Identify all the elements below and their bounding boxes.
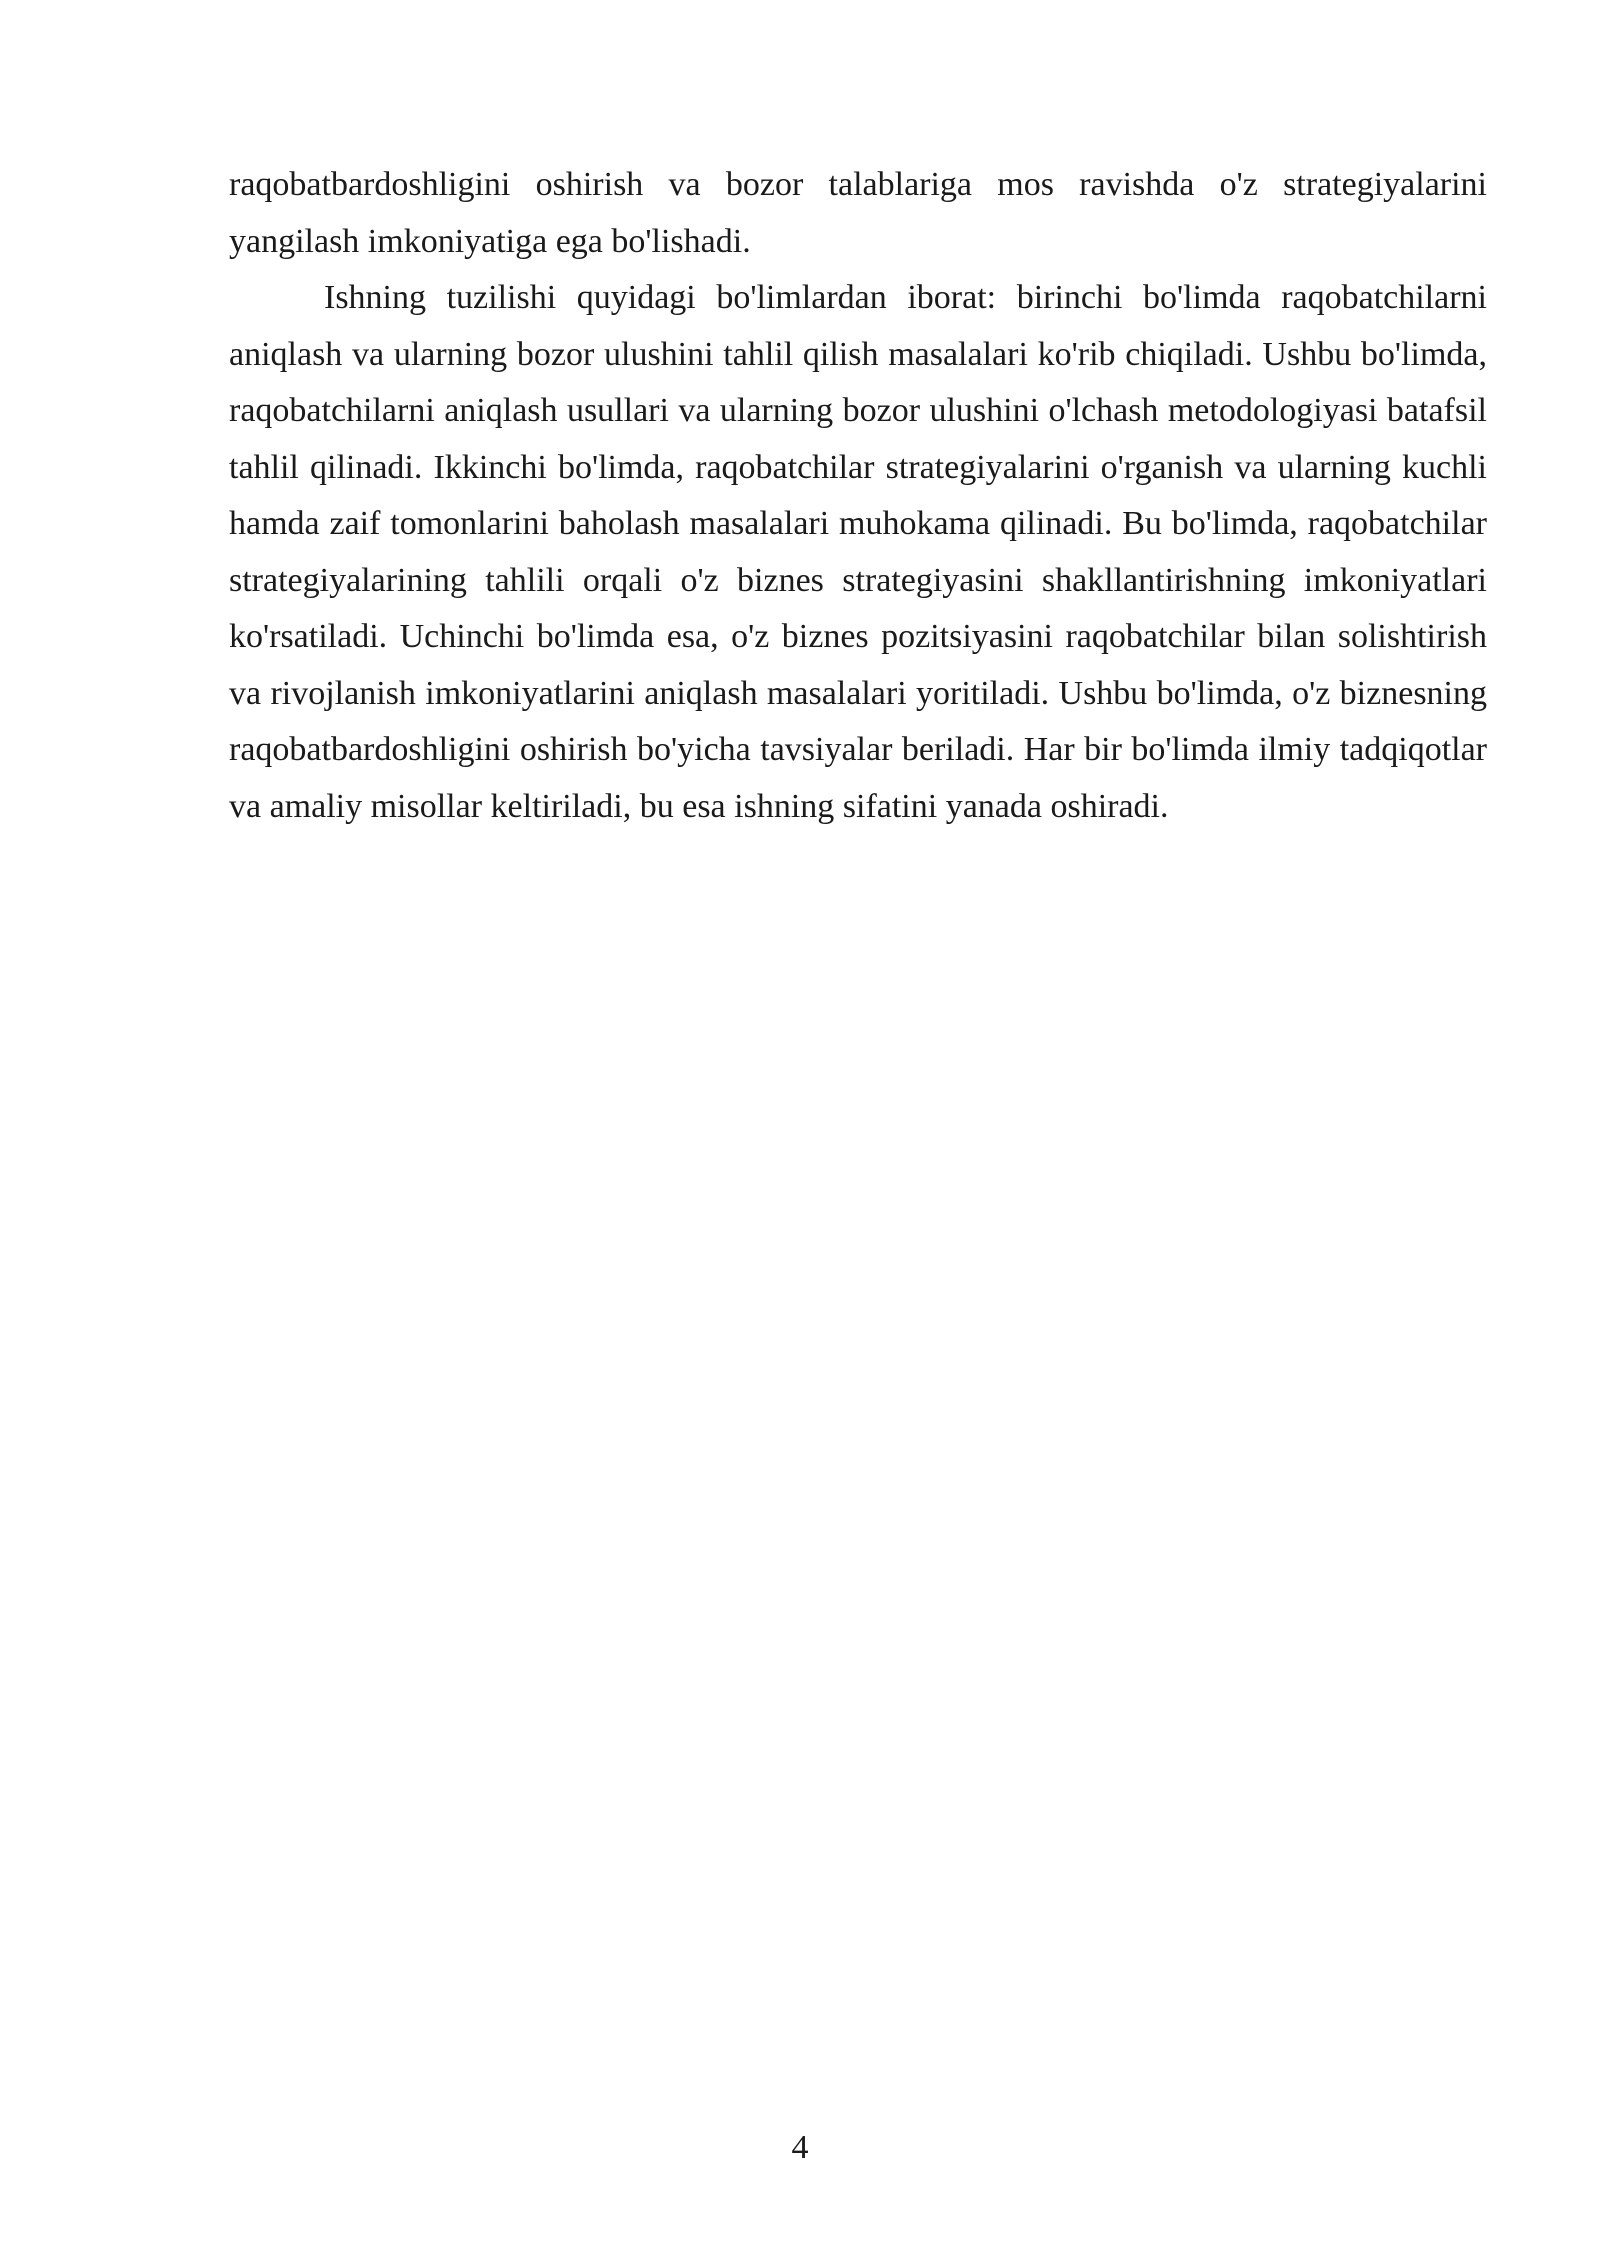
paragraph-continuation: raqobatbardoshligini oshirish va bozor talablariga mos ravishda o'z strategiyalarini yangilash imkoniyatiga ega bo'lishadi. [229, 166, 1487, 260]
paragraph-structure: Ishning tuzilishi quyidagi bo'limlardan iborat: birinchi bo'limda raqobatchilarni aniqlash va ularning bozor ulushini tahlil qilish masalalari ko'rib chiqiladi. Ushbu bo'limda, raqobatchilarni aniqlash usullari va ularning bozor ulushini o'lchash metodologiyasi batafsil tahlil qilinadi. Ikkinchi bo'limda, raqobatchilar strategiyalarini o'rganish va ularning kuchli hamda zaif tomonlarini baholash masalalari muhokama qilinadi. Bu bo'limda, raqobatchilar strategiyalarining tahlili orqali o'z biznes strategiyasini shakllantirishning imkoniyatlari ko'rsatiladi. Uchinchi bo'limda esa, o'z biznes pozitsiyasini raqobatchilar bilan solishtirish va rivojlanish imkoniyatlarini aniqlash masalalari yoritiladi. Ushbu bo'limda, o'z biznesning raqobatbardoshligini oshirish bo'yicha tavsiyalar beriladi. Har bir bo'limda ilmiy tadqiqotlar va amaliy misollar keltiriladi, bu esa ishning sifatini yanada oshiradi. [229, 279, 1487, 825]
page-number: 4 [791, 2129, 809, 2166]
body-text [229, 157, 1487, 835]
